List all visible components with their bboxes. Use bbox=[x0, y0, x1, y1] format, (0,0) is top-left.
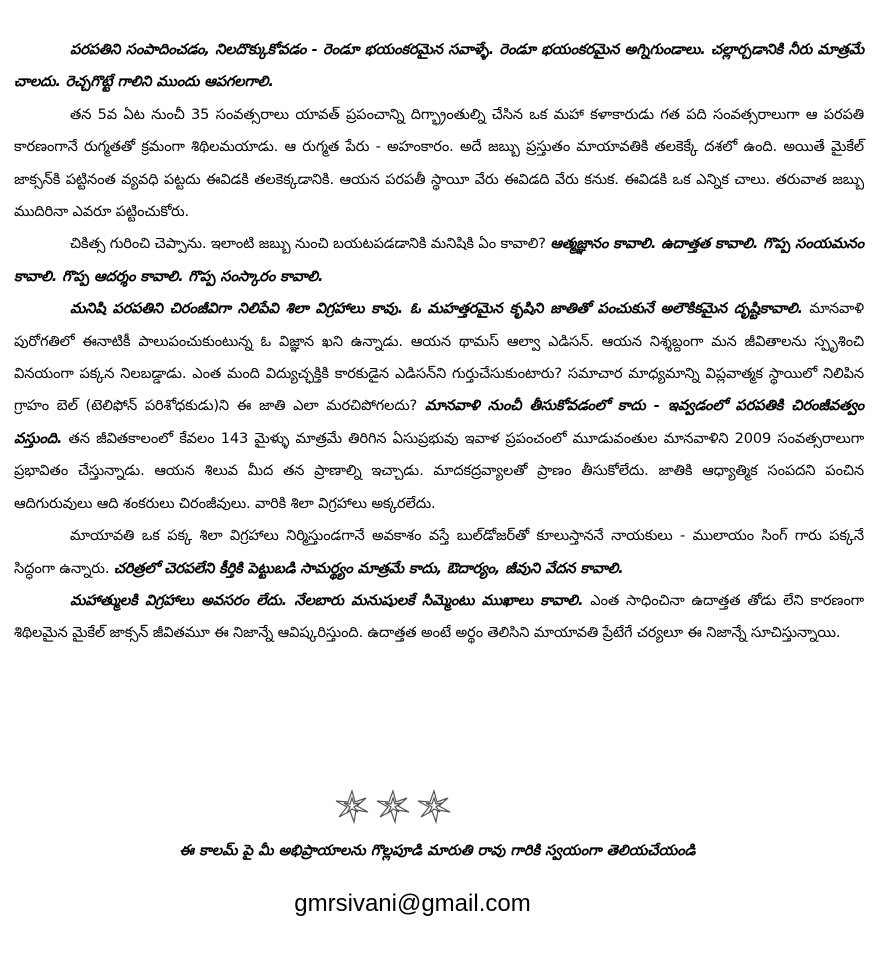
body-text: ఎంత సాధించినా ఉదాత్తత తోడు లేని కారణంగా శిథిలమైన మైకేల్ జాక్సన్ జీవితమూ ఈ నిజాన్నే ఆవిష్కరిస్తుంది. ఉదాత్తత అంటే అర్థం తెలిసిని మాయావతి ప్రేటేగే చర్యలూ ఈ నిజాన్నే సూచిస్తున్నాయి. bbox=[14, 591, 864, 642]
starburst-icon bbox=[418, 791, 450, 822]
bold-statement: మహాత్ములకి విగ్రహాలు అవసరం లేదు. నేలబారు మనుషులకే సిమ్మెంటు ముఖాలు కావాలి. bbox=[70, 591, 584, 609]
paragraph-3 bbox=[14, 228, 864, 293]
paragraph-6 bbox=[14, 585, 864, 650]
paragraph-5 bbox=[14, 520, 864, 585]
bold-statement: మానవాళి నుంచీ తీసుకోవడంలో కాదు - ఇవ్వడంలో పరపతికి చిరంజీవత్వం వస్తుంది. bbox=[14, 397, 864, 447]
body-text: మాయావతి ఒక పక్క శిలా విగ్రహాలు నిర్మిస్తుండగానే అవకాశం వస్తే బుల్‌డోజర్‌తో కూలుస్తాననే నాయకులు - ములాయం సింగ్ గారు పక్కనే సిద్ధంగా ఉన్నారు. bbox=[14, 527, 864, 577]
starburst-icon bbox=[377, 791, 409, 822]
bold-statement: మనిషి పరపతిని చిరంజీవిగా నిలిపేవి శిలా విగ్రహాలు కావు. ఓ మహత్తరమైన కృషిని జాతితో పంచుకునే అలౌకికమైన దృష్టికావాలి. bbox=[70, 300, 803, 318]
bold-statement: పరపతిని సంపాదించడం, నిలదొక్కుకోవడం - రెండూ భయంకరమైన సవాళ్ళే. రెండూ భయంకరమైన అగ్నిగుండాలు. చల్లార్చడానికి నీరు మాత్రమే చాలదు. రెచ్చగొట్టే గాలిని ముందు ఆపగలగాలి. bbox=[14, 41, 864, 91]
starburst-icon bbox=[336, 791, 368, 822]
body-text: మానవాళి పురోగతిలో ఈనాటికీ పాలుపంచుకుంటున్న ఓ విజ్ఞాన ఖని ఉన్నాడు. ఆయన థామస్ ఆల్వా ఎడిసన్. ఆయన నిశ్శబ్దంగా మన జీవితాలను స్పృశించి వినయంగా పక్కన నిలబడ్డాడు. ఎంత మంది విద్యుచ్ఛక్తికి కారకుడైన ఎడిసన్‌ని గుర్తుచేసుకుంటారు? సమాచార మాధ్యమాన్ని విప్లవాత్మక స్థాయిలో నిలిపిన గ్రాహం బెల్ (టెలిఫోన్ పరిశోధకుడు)ని ఈ జాతి ఎలా మరచిపోగలదు? bbox=[14, 300, 864, 415]
body-text: తన జీవితకాలంలో కేవలం 143 మైళ్ళు మాత్రమే తిరిగిన ఏసుప్రభువు ఇవాళ ప్రపంచంలో మూడువంతుల మానవాళిని 2009 సంవత్సరాలుగా ప్రభావితం చేస్తున్నాడు. ఆయన శిలువ మీద తన ప్రాణాల్ని ఇచ్చాడు. మాదకద్రవ్యాలతో ప్రాణం తీసుకోలేదు. జాతికి ఆధ్యాత్మిక సంపదని పంచిన ఆదిగురువులు ఆది శంకరులు చిరంజీవులు. వారికి శిలా విగ్రహాలు అక్కరలేదు. bbox=[14, 429, 864, 512]
contact-email: gmrsivani@gmail.com bbox=[294, 890, 531, 917]
paragraph-2 bbox=[14, 99, 864, 229]
ornament-divider-icon bbox=[332, 788, 454, 824]
paragraph-4 bbox=[14, 293, 864, 520]
body-text: చికిత్స గురించి చెప్పాను. ఇలాంటి జబ్బు నుంచి బయటపడడానికి మనిషికి ఏం కావాలి? bbox=[70, 235, 551, 253]
paragraph-1 bbox=[14, 34, 864, 99]
article-body bbox=[14, 34, 864, 650]
bold-statement: చరిత్రలో చెరపలేని కీర్తికి పెట్టుబడి సామర్థ్యం మాత్రమే కాదు, ఔదార్యం, జీవుని వేదన కావాలి. bbox=[113, 559, 624, 577]
bold-statement: ఆత్మజ్ఞానం కావాలి. ఉదాత్తత కావాలి. గొప్ప సంయమనం కావాలి. గొప్ప ఆదర్శం కావాలి. గొప్ప సంస్కారం కావాలి. bbox=[14, 235, 864, 285]
body-text: తన 5వ ఏట నుంచీ 35 సంవత్సరాలు యావత్ ప్రపంచాన్ని దిగ్భ్రాంతుల్ని చేసిన ఒక మహా కళాకారుడు గత పది సంవత్సరాలుగా ఆ పరపతి కారణంగానే రుగ్మతతో క్రమంగా శిథిలమయాడు. ఆ రుగ్మత పేరు - అహంకారం. అదే జబ్బు ప్రస్తుతం మాయావతికి తలకెక్కే దశలో ఉంది. అయితే మైకేల్ జాక్సన్‌కి పట్టినంత వ్యవధి పట్టదు ఈవిడకి తలకెక్కడానికి. ఆయన పరపతీ స్థాయీ వేరు ఈవిడది వేరు కనుక. ఈవిడకి ఒక ఎన్నిక చాలు. తరువాత జబ్బు ముదిరినా ఎవరూ పట్టించుకోరు. bbox=[14, 105, 864, 221]
feedback-note: ఈ కాలమ్ పై మీ అభిప్రాయాలను గొల్లపూడి మారుతి రావు గారికి స్వయంగా తెలియచేయండి bbox=[179, 842, 696, 859]
